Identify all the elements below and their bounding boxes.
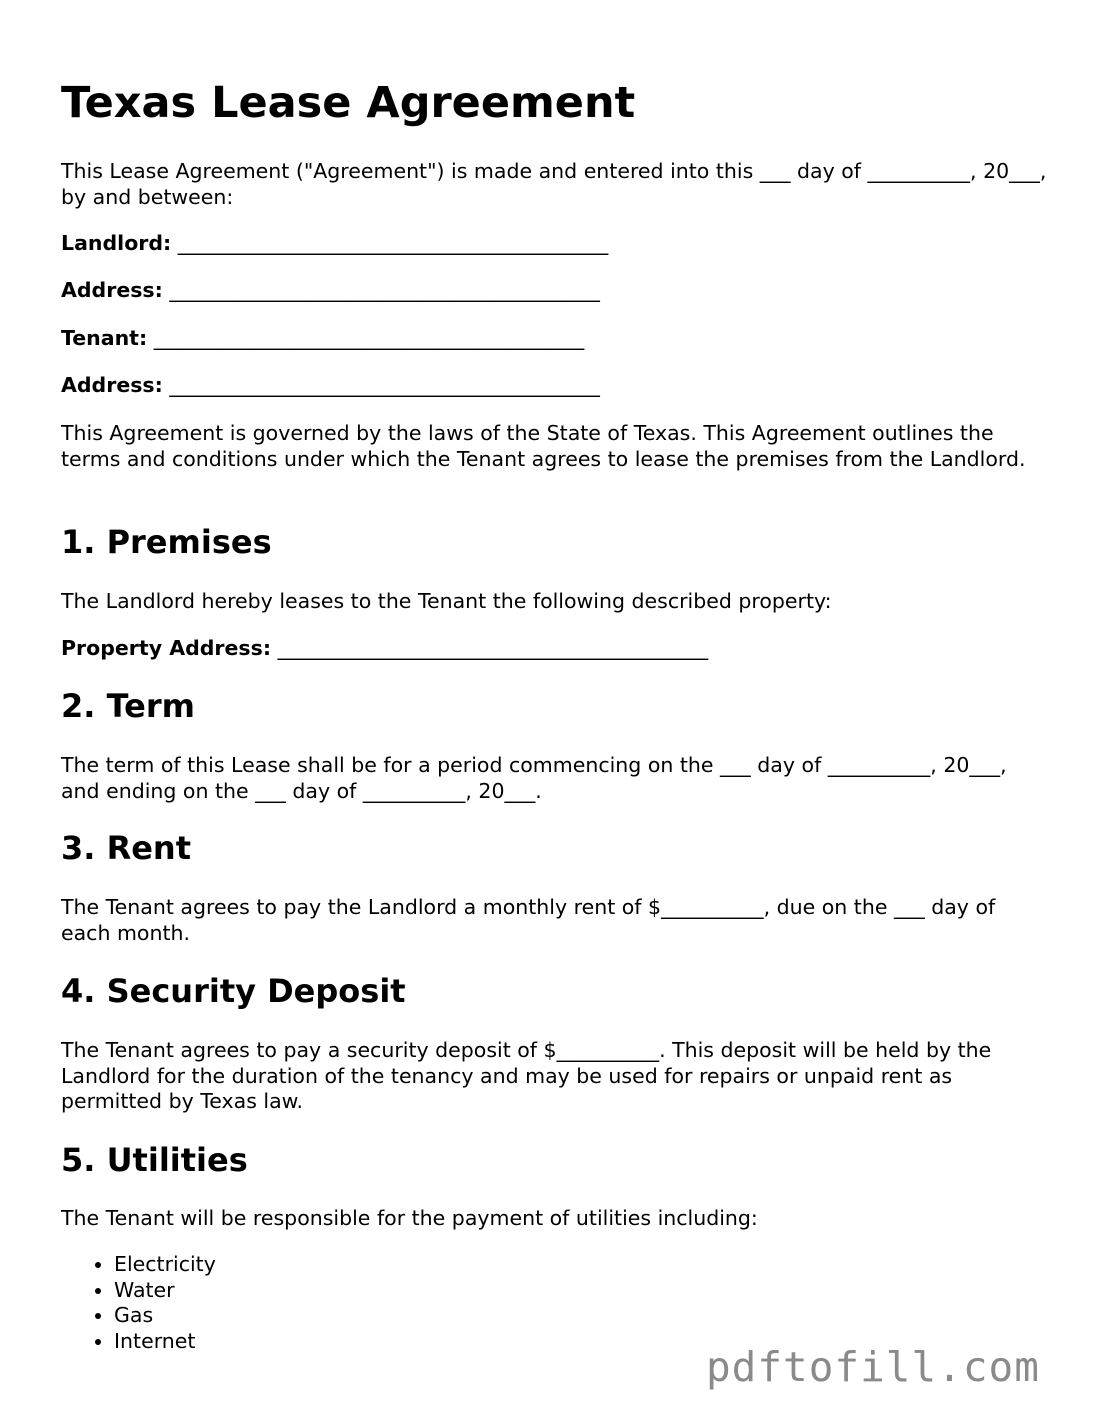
landlord-blank: __________________________________________ [177,231,609,255]
rent-paragraph: The Tenant agrees to pay the Landlord a monthly rent of $__________, due on the ___ day of each month. [61,895,996,945]
tenant-blank: __________________________________________ [153,326,585,350]
section-heading-term: 2. Term [61,687,195,725]
tenant-field [61,326,584,352]
intro-paragraph: This Lease Agreement ("Agreement") is made and entered into this ___ day of __________, 20___, by and between: [61,159,1047,209]
landlord-field [61,231,608,257]
list-item: • Water [114,1278,216,1304]
property-address-blank: __________________________________________ [277,636,709,660]
utilities-list [61,1252,216,1354]
section-heading-rent: 3. Rent [61,829,191,867]
landlord-address-blank: __________________________________________ [169,278,600,302]
watermark: pdftofill.com [706,1343,1040,1391]
premises-paragraph: The Landlord hereby leases to the Tenant the following described property: [61,589,832,613]
landlord-address-field [61,278,600,304]
tenant-address-blank: __________________________________________ [169,373,600,397]
property-address-label: Property Address: [61,636,272,660]
list-item: • Internet [114,1329,216,1355]
section-heading-security-deposit: 4. Security Deposit [61,972,406,1010]
landlord-label: Landlord: [61,231,172,255]
landlord-address-label: Address: [61,278,163,302]
tenant-address-label: Address: [61,373,163,397]
section-heading-premises: 1. Premises [61,523,272,561]
list-item: • Gas [114,1303,216,1329]
document-title: Texas Lease Agreement [61,78,636,128]
governing-paragraph: This Agreement is governed by the laws of the State of Texas. This Agreement outlines the terms and conditions under which the Tenant agrees to lease the premises from the Landlord. [61,421,1026,471]
security-deposit-paragraph: The Tenant agrees to pay a security deposit of $__________. This deposit will be held by the Landlord for the duration of the tenancy and may be used for repairs or unpaid rent as permitted by Texas law. [61,1038,992,1113]
property-address-field [61,636,708,662]
list-item: • Electricity [114,1252,216,1278]
tenant-label: Tenant: [61,326,148,350]
utilities-paragraph: The Tenant will be responsible for the payment of utilities including: [61,1206,758,1230]
section-heading-utilities: 5. Utilities [61,1141,248,1179]
tenant-address-field [61,373,600,399]
term-paragraph: The term of this Lease shall be for a period commencing on the ___ day of __________, 20___, and ending on the ___ day of __________, 20___. [61,753,1007,803]
